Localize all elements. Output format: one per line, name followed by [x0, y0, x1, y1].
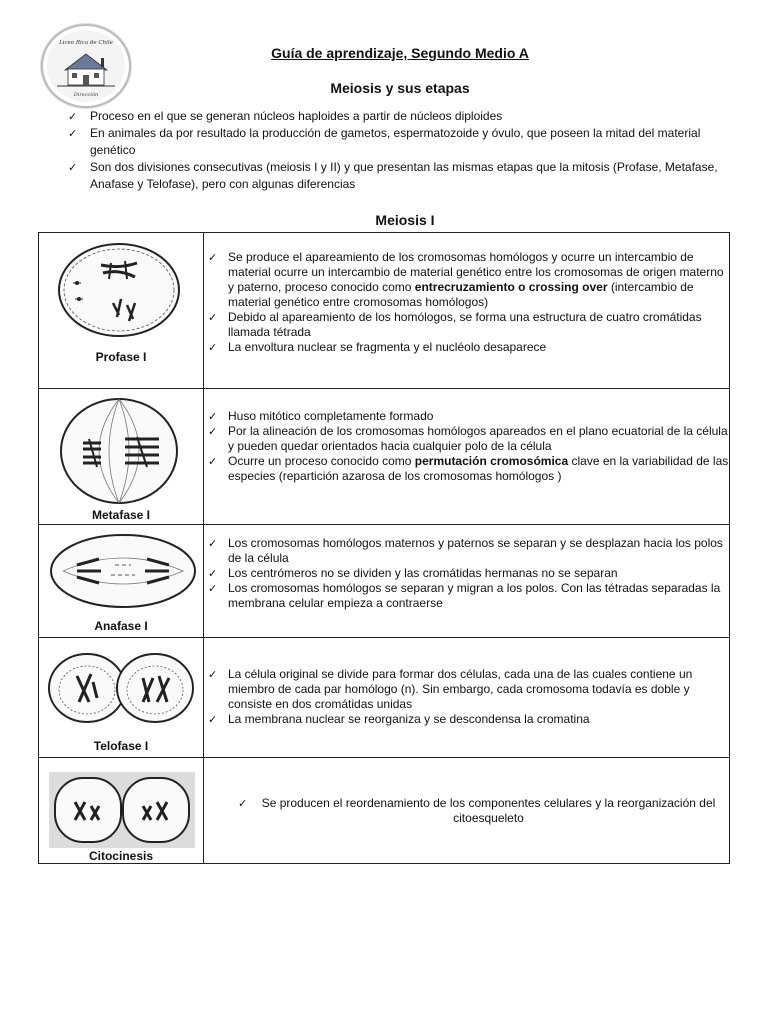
stage-row-citocinesis: [39, 758, 730, 864]
stage-image-cell: [39, 525, 204, 638]
stage-text-cell: [204, 758, 730, 864]
telofase-cell-icon: [39, 638, 203, 738]
check-icon: ✓: [208, 251, 218, 264]
stage-points: [204, 667, 729, 727]
check-icon: ✓: [208, 582, 218, 595]
school-logo: [41, 24, 131, 108]
stage-label: Telofase I: [93, 739, 149, 753]
stage-point: ✓ Los cromosomas homólogos maternos y paternos se separan y se desplazan hacia los polos de la célula: [208, 536, 723, 565]
stage-points: [204, 250, 729, 355]
check-icon: ✓: [208, 455, 218, 468]
check-icon: ✓: [68, 161, 78, 174]
section-title: Meiosis I: [375, 212, 435, 228]
stage-point: ✓ Se producen el reordenamiento de los componentes celulares y la reorganización del citoesqueleto: [238, 796, 716, 825]
stage-row-metafase: [39, 389, 730, 525]
stage-row-profase: [39, 233, 730, 389]
stage-point: ✓ Huso mitótico completamente formado: [208, 409, 434, 423]
stage-points: [204, 536, 729, 611]
stage-row-telofase: [39, 638, 730, 758]
stage-points: [204, 796, 729, 826]
check-icon: ✓: [208, 410, 218, 423]
stage-point: ✓ La envoltura nuclear se fragmenta y el nucléolo desaparece: [208, 340, 547, 354]
logo-text-bottom: Dirección: [73, 92, 99, 98]
check-icon: ✓: [208, 668, 218, 681]
anafase-cell-icon: [39, 525, 203, 619]
stage-image-cell: [39, 758, 204, 864]
stage-label: Profase I: [95, 350, 147, 364]
stage-label: Anafase I: [94, 619, 148, 633]
citocinesis-cell-icon: [39, 758, 203, 848]
metafase-cell-icon: [39, 389, 203, 507]
stage-image-cell: [39, 638, 204, 758]
meiosis-table: [38, 232, 730, 864]
stage-image-cell: [39, 389, 204, 525]
logo-text-top: Liceo Rica de Chile: [59, 40, 113, 46]
profase-cell-icon: [39, 233, 203, 353]
stage-point: ✓ La membrana nuclear se reorganiza y se descondensa la cromatina: [208, 712, 590, 726]
stage-label: Citocinesis: [88, 849, 154, 863]
intro-item: ✓ Proceso en el que se generan núcleos haploides a partir de núcleos diploides: [68, 109, 503, 123]
stage-point: ✓ Los cromosomas homólogos se separan y migran a los polos. Con las tétradas separadas la membrana celular empieza a contraerse: [208, 581, 721, 610]
check-icon: ✓: [208, 311, 218, 324]
page-title: Guía de aprendizaje, Segundo Medio A: [271, 45, 529, 61]
stage-point: ✓ La célula original se divide para formar dos células, cada una de las cuales contiene un miembro de cada par homólogo (n). Sin embargo, cada cromosoma todavía es doble y consiste en dos cromátidas unidas: [208, 667, 693, 711]
intro-list: [68, 108, 728, 193]
stage-text-cell: [204, 638, 730, 758]
stage-label: Metafase I: [91, 508, 151, 522]
page-subtitle: Meiosis y sus etapas: [330, 80, 470, 96]
stage-point: ✓ Los centrómeros no se dividen y las cromátidas hermanas no se separan: [208, 566, 618, 580]
check-icon: ✓: [208, 537, 218, 550]
check-icon: ✓: [208, 713, 218, 726]
check-icon: ✓: [68, 110, 78, 123]
stage-text-cell: [204, 233, 730, 389]
stage-text-cell: [204, 525, 730, 638]
intro-item: ✓ En animales da por resultado la producción de gametos, espermatozoide y óvulo, que poseen la mitad del material genético: [68, 126, 701, 157]
check-icon: ✓: [208, 341, 218, 354]
stage-point: ✓ Debido al apareamiento de los homólogos, se forma una estructura de cuatro cromátidas llamada tétrada: [208, 310, 702, 339]
stage-image-cell: [39, 233, 204, 389]
stage-point: ✓ Se produce el apareamiento de los cromosomas homólogos y ocurre un intercambio de material ocurre un intercambio de material genético entre los cromosomas de origen materno y paterno, proceso conocido como entrecruzamiento o crossing over (intercambio de material genético entre cromosomas homólogos): [208, 250, 724, 309]
check-icon: ✓: [238, 797, 248, 810]
intro-item: ✓ Son dos divisiones consecutivas (meiosis I y II) y que presentan las mismas etapas que la mitosis (Profase, Metafase, Anafase y Telofase), pero con algunas diferencias: [68, 160, 718, 191]
stage-row-anafase: [39, 525, 730, 638]
stage-point: ✓ Por la alineación de los cromosomas homólogos apareados en el plano ecuatorial de la célula y pueden quedar orientados hacia cualquier polo de la célula: [208, 424, 728, 453]
stage-point: ✓ Ocurre un proceso conocido como permutación cromosómica clave en la variabilidad de las especies (repartición azarosa de los cromosomas homólogos ): [208, 454, 729, 483]
stage-points: [204, 409, 729, 484]
check-icon: ✓: [208, 425, 218, 438]
check-icon: ✓: [208, 567, 218, 580]
check-icon: ✓: [68, 127, 78, 140]
stage-text-cell: [204, 389, 730, 525]
